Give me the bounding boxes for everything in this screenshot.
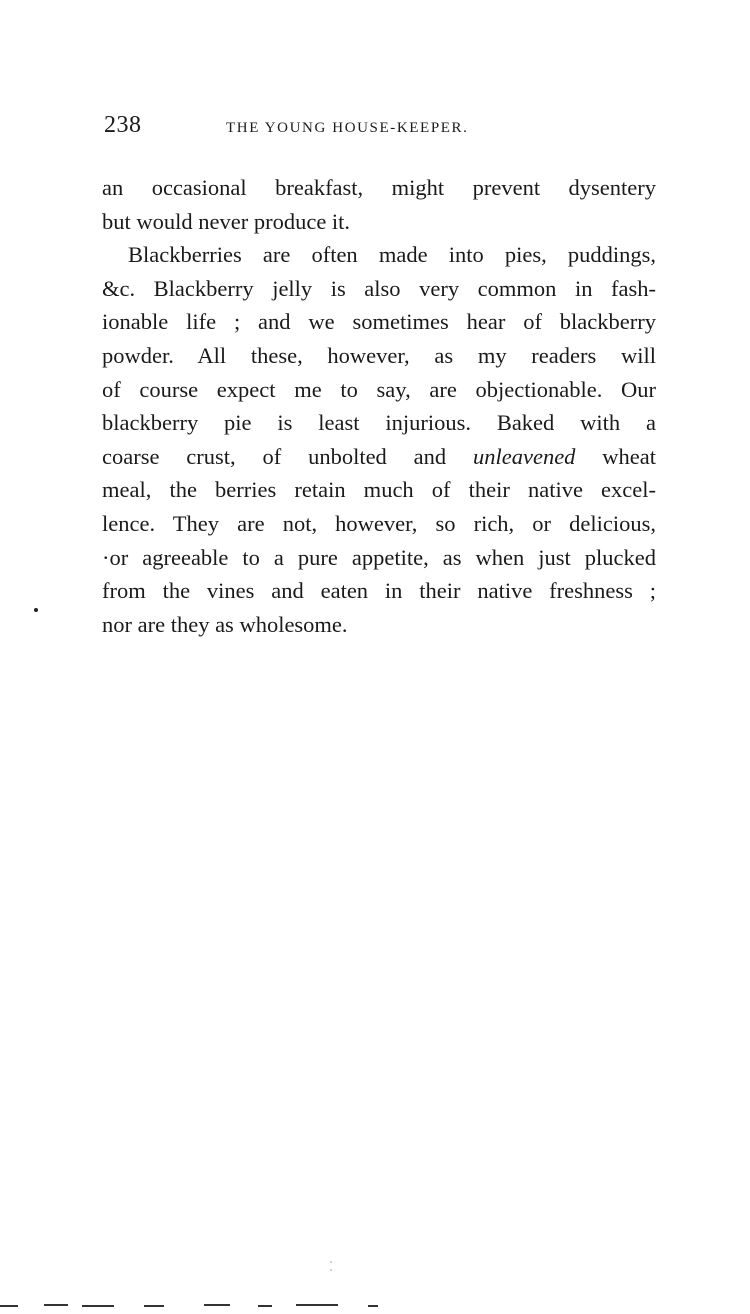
text-line: powder. All these, however, as my readers will	[102, 342, 656, 368]
text-fragment: coarse crust, of unbolted and	[102, 443, 447, 469]
text-line: but would never produce it.	[102, 208, 351, 234]
text-line: &c. Blackberry jelly is also very common in fash-	[102, 275, 656, 301]
ink-speck	[34, 608, 38, 612]
text-line: from the vines and eaten in their native freshness ;	[102, 578, 656, 604]
bottom-edge-marks	[0, 1304, 378, 1307]
text-line	[102, 440, 656, 474]
text-line: of course expect me to say, are objectionable. Our	[102, 376, 656, 402]
text-fragment: wheat	[602, 443, 657, 469]
text-line: Blackberries are often made into pies, puddings,	[128, 242, 656, 268]
ink-speck	[330, 1269, 332, 1271]
ink-speck	[330, 1261, 332, 1263]
text-line: an occasional breakfast, might prevent dysentery	[102, 175, 656, 200]
page-header	[104, 112, 554, 142]
text-line: nor are they as wholesome.	[102, 611, 348, 637]
running-head: THE YOUNG HOUSE-KEEPER.	[226, 120, 469, 136]
body-text	[102, 171, 656, 641]
italic-word: unleavened	[472, 443, 576, 469]
text-line: meal, the berries retain much of their native excel-	[102, 477, 656, 503]
text-line: lence. They are not, however, so rich, or delicious,	[102, 510, 656, 536]
page-number: 238	[104, 112, 142, 138]
text-line: ionable life ; and we sometimes hear of blackberry	[102, 309, 656, 335]
text-line: ·or agreeable to a pure appetite, as when just plucked	[102, 544, 656, 570]
text-line: blackberry pie is least injurious. Baked with a	[102, 410, 656, 436]
